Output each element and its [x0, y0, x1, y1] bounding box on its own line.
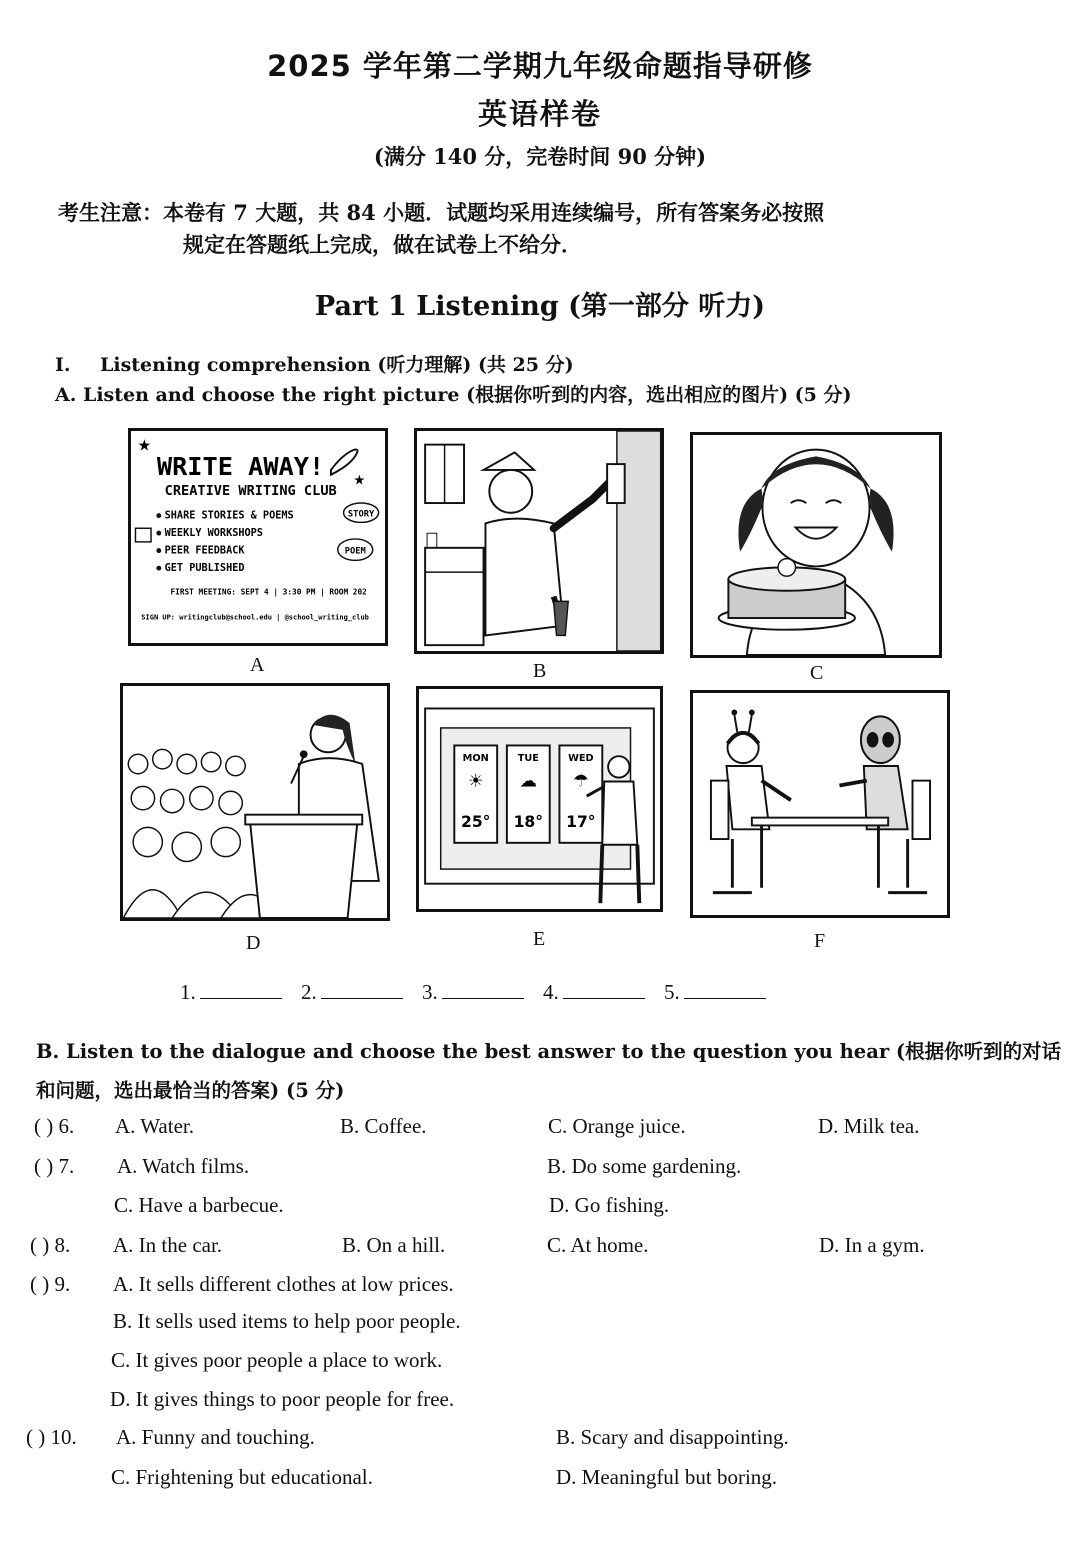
picture-f-alien	[690, 690, 950, 918]
caption-a: A	[250, 654, 265, 676]
question-7-option-c: C. Have a barbecue.	[114, 1193, 284, 1217]
question-7-option-d: D. Go fishing.	[549, 1193, 670, 1217]
blank-2[interactable]: 2.	[301, 980, 403, 1005]
section-i-heading	[55, 350, 574, 377]
blank-5[interactable]: 5.	[664, 980, 766, 1005]
question-6-option-c: C. Orange juice.	[548, 1114, 686, 1138]
day-label: MON	[462, 753, 489, 765]
paint-bucket-icon	[554, 601, 569, 635]
answer-blanks	[180, 980, 780, 1005]
story-tag: STORY	[347, 509, 375, 520]
notice-line-1: 考生注意：本卷有 7 大题，共 84 小题．试题均采用连续编号，所有答案务必按照	[58, 200, 825, 225]
picture-a-poster	[128, 428, 388, 646]
quill-icon	[331, 449, 358, 474]
question-8-option-c: C. At home.	[547, 1233, 649, 1257]
blank-4[interactable]: 4.	[543, 980, 645, 1005]
question-9-option-d: D. It gives things to poor people for free.	[110, 1387, 455, 1411]
question-10-option-a: A. Funny and touching.	[116, 1425, 315, 1449]
speech-illustration	[123, 686, 387, 918]
poster-meeting: FIRST MEETING: SEPT 4 | 3:30 PM | ROOM 202	[170, 587, 367, 597]
section-b-heading-line1: B. Listen to the dialogue and choose the best answer to the question you hear (根据你听到的对话	[36, 1040, 1062, 1063]
question-6-option-d: D. Milk tea.	[818, 1114, 920, 1138]
chair-left	[711, 781, 729, 839]
question-10-option-c: C. Frightening but educational.	[111, 1465, 373, 1489]
section-b-heading-line2: 和问题，选出最恰当的答案) (5 分)	[36, 1079, 345, 1102]
presenter-head	[608, 756, 629, 777]
poster-title: WRITE AWAY!	[156, 451, 325, 481]
poster-subtitle: CREATIVE WRITING CLUB	[164, 483, 337, 500]
poem-tag: POEM	[344, 546, 366, 557]
section-i-text: Listening comprehension (听力理解) (共 25 分)	[100, 354, 574, 376]
section-i-label: I.	[55, 354, 71, 376]
poster-item: PEER FEEDBACK	[164, 545, 245, 557]
poster-item: GET PUBLISHED	[164, 563, 245, 575]
exam-title: 2025 学年第二学期九年级命题指导研修	[267, 49, 813, 83]
question-9-number: ( ) 9.	[30, 1272, 71, 1296]
question-8-option-d: D. In a gym.	[819, 1233, 925, 1257]
question-7-option-a: A. Watch films.	[117, 1154, 250, 1178]
sun-icon: ☀	[467, 771, 484, 792]
question-8-option-a: A. In the car.	[113, 1233, 223, 1257]
painter-head	[489, 470, 532, 513]
part-title: Part 1 Listening (第一部分 听力)	[314, 291, 766, 322]
rain-cloud-icon: ☂	[573, 771, 589, 792]
question-8-number: ( ) 8.	[30, 1233, 71, 1257]
weather-card-mon	[454, 745, 497, 842]
caption-c: C	[810, 662, 824, 684]
exam-subtitle: 英语样卷	[477, 97, 602, 131]
girl-cake-illustration	[693, 435, 939, 655]
book-icon	[135, 528, 151, 542]
weather-card-tue	[507, 745, 550, 842]
day-label: TUE	[517, 753, 539, 765]
chair-right	[913, 781, 931, 839]
caption-b: B	[533, 660, 547, 682]
question-10-option-b: B. Scary and disappointing.	[556, 1425, 789, 1449]
question-10-number: ( ) 10.	[26, 1425, 77, 1449]
temperature: 18°	[513, 813, 544, 832]
caption-e: E	[533, 928, 546, 950]
temperature: 17°	[566, 813, 596, 832]
picture-d-speech	[120, 683, 390, 921]
caption-f: F	[814, 930, 826, 952]
picture-c-girl-cake	[690, 432, 942, 658]
question-9-option-c: C. It gives poor people a place to work.	[111, 1348, 443, 1372]
painter-illustration	[417, 431, 661, 651]
star-icon: ★	[137, 436, 152, 455]
poster-item: SHARE STORIES & POEMS	[164, 510, 294, 522]
paper-hat-icon	[484, 452, 535, 470]
poster-illustration	[131, 431, 385, 643]
section-a-heading: A. Listen and choose the right picture (根据你听到的内容，选出相应的图片) (5 分)	[55, 384, 852, 406]
question-9-option-a: A. It sells different clothes at low prices.	[113, 1272, 454, 1296]
poster-item: WEEKLY WORKSHOPS	[164, 528, 263, 540]
pigtail-right	[869, 489, 894, 552]
podium	[250, 822, 357, 918]
poster-signup: SIGN UP: writingclub@school.edu | @school_writing_club	[141, 613, 369, 622]
cloud-icon: ☁	[519, 771, 538, 792]
picture-e-weather	[416, 686, 663, 912]
question-6-option-a: A. Water.	[115, 1114, 194, 1138]
question-8-option-b: B. On a hill.	[342, 1233, 446, 1257]
question-10-option-d: D. Meaningful but boring.	[556, 1465, 778, 1489]
picture-b-painter	[414, 428, 664, 654]
alien-illustration	[693, 693, 947, 915]
star-icon: ★	[353, 472, 366, 489]
question-7-option-b: B. Do some gardening.	[547, 1154, 742, 1178]
weather-card-wed	[559, 745, 602, 842]
girl-face	[762, 450, 869, 567]
blank-3[interactable]: 3.	[422, 980, 524, 1005]
score-info: (满分 140 分，完卷时间 90 分钟)	[373, 144, 707, 169]
paint-roller-icon	[607, 464, 625, 503]
question-7-number: ( ) 7.	[34, 1154, 75, 1178]
weather-illustration	[419, 689, 660, 909]
caption-d: D	[246, 932, 261, 954]
pigtail-left	[738, 489, 763, 552]
temperature: 25°	[461, 813, 491, 832]
question-6-number: ( ) 6.	[34, 1114, 75, 1138]
blank-1[interactable]: 1.	[180, 980, 282, 1005]
table	[752, 818, 888, 826]
question-9-option-b: B. It sells used items to help poor people.	[113, 1309, 461, 1333]
question-6-option-b: B. Coffee.	[340, 1114, 427, 1138]
day-label: WED	[568, 753, 594, 765]
notice-line-2: 规定在答题纸上完成，做在试卷上不给分．	[183, 232, 582, 257]
